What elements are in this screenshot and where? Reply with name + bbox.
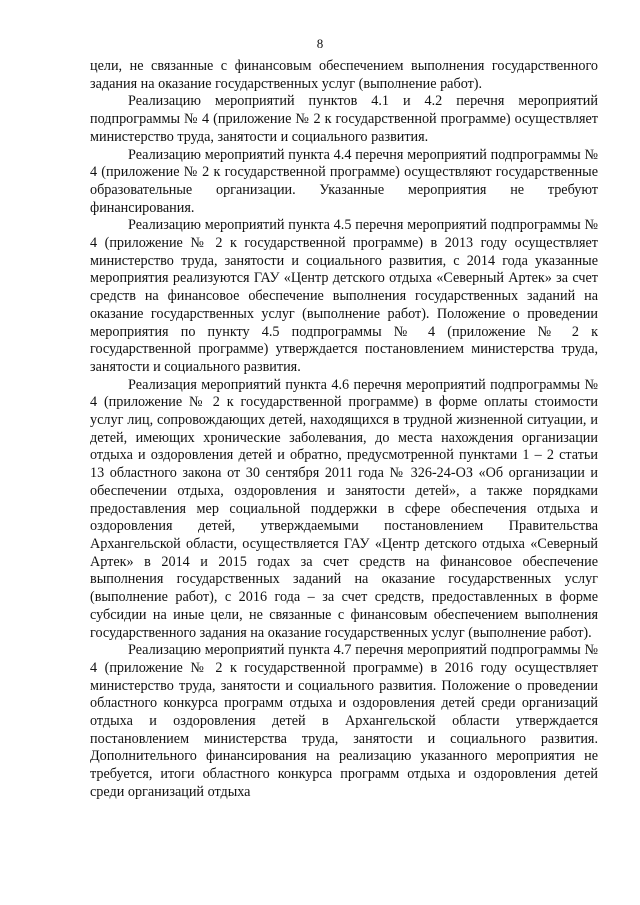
paragraph-item-4-5: Реализацию мероприятий пункта 4.5 перечня мероприятий подпрограммы № 4 (приложение № 2 к государственной программе) в 2013 году осуществляет министерство труда, занятости и социального развития, с 2014 года указанные мероприятия реализуются ГАУ «Центр детского отдыха «Северный Артек» за счет средств на финансовое обеспечение выполнения государственных заданий на оказание государственных услуг (выполнение работ). Положение о проведении мероприятия по пункту 4.5 подпрограммы № 4 (приложение № 2 к государственной программе) утверждается постановлением министерства труда, занятости и социального развития. (90, 217, 598, 375)
document-body (90, 58, 598, 802)
paragraph-item-4-4: Реализацию мероприятий пункта 4.4 перечня мероприятий подпрограммы № 4 (приложение № 2 к государственной программе) осуществляют государственные образовательные организации. Указанные мероприятия не требуют финансирования. (90, 146, 598, 216)
paragraph-items-4-1-4-2: Реализацию мероприятий пунктов 4.1 и 4.2 перечня мероприятий подпрограммы № 4 (приложение № 2 к государственной программе) осуществляет министерство труда, занятости и социального развития. (90, 93, 598, 145)
paragraph-continuation: цели, не связанные с финансовым обеспечением выполнения государственного задания на оказание государственных услуг (выполнение работ). (90, 58, 598, 92)
paragraph-item-4-6: Реализация мероприятий пункта 4.6 перечня мероприятий подпрограммы № 4 (приложение № 2 к государственной программе) в форме оплаты стоимости услуг лиц, сопровождающих детей, находящихся в трудной жизненной ситуации, и детей, имеющих хронические заболевания, до места нахождения организации отдыха и оздоровления детей и обратно, предусмотренной пунктами 1 – 2 статьи 13 областного закона от 30 сентября 2011 года № 326-24-ОЗ «Об организации и обеспечении отдыха, оздоровления и занятости детей», а также порядками предоставления мер социальной поддержки в сфере обеспечения отдыха и оздоровления детей, утверждаемыми постановлением Правительства Архангельской области, осуществляется ГАУ «Центр детского отдыха «Северный Артек» в 2014 и 2015 годах за счет средств на финансовое обеспечение выполнения государственных заданий на оказание государственных услуг (выполнение работ), с 2016 года – за счет средств, предоставленных в форме субсидии на иные цели, не связанные с финансовым обеспечением выполнения государственного задания на оказание государственных услуг (выполнение работ). (90, 376, 598, 641)
paragraph-item-4-7: Реализацию мероприятий пункта 4.7 перечня мероприятий подпрограммы № 4 (приложение № 2 к государственной программе) в 2016 году осуществляет министерство труда, занятости и социального развития. Положение о проведении областного конкурса программ отдыха и оздоровления детей среди организаций отдыха и оздоровления детей в Архангельской области утверждается постановлением министерства труда, занятости и социального развития. Дополнительного финансирования на реализацию указанного мероприятия не требуется, итоги областного конкурса программ отдыха и оздоровления детей среди организаций отдыха (90, 642, 598, 800)
page-number: 8 (316, 36, 324, 51)
